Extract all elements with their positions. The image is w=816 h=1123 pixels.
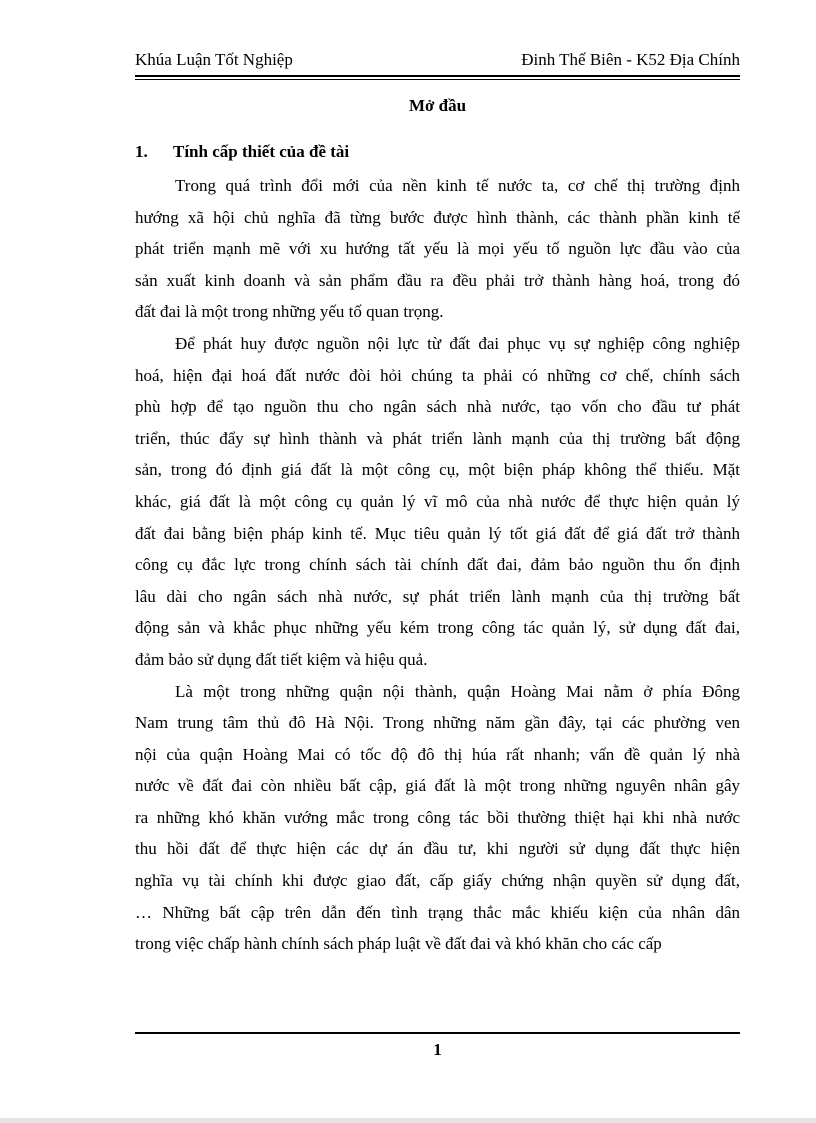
paragraph-1-line: đất đai là một trong những yếu tố quan trọng.	[135, 302, 444, 322]
paragraph-2-line: hoá, hiện đại hoá đất nước đòi hỏi chúng ta phải có những cơ chế, chính sách	[135, 365, 740, 385]
header-rule	[135, 75, 740, 77]
paragraph-1-line: phát triển mạnh mẽ với xu hướng tất yếu là mọi yếu tố nguồn lực đầu vào của	[135, 239, 740, 259]
header-author-label: Đinh Thế Biên - K52 Địa Chính	[521, 50, 740, 69]
section-number: 1.	[135, 142, 148, 161]
section-heading	[135, 142, 349, 162]
page-number: 1	[433, 1040, 442, 1059]
paragraph-3-line: nghĩa vụ tài chính khi được giao đất, cấp giấy chứng nhận quyền sử dụng đất,	[135, 871, 740, 891]
footer-rule	[135, 1032, 740, 1034]
paragraph-2-line: lâu dài cho ngân sách nhà nước, sự phát triển lành mạnh của thị trường bất	[135, 586, 740, 606]
paragraph-2-line: khác, giá đất là một công cụ quản lý vĩ mô của nhà nước để thực hiện quản lý	[135, 491, 740, 511]
paragraph-3-line: nước về đất đai còn nhiều bất cập, giá đất là một trong những nguyên nhân gây	[135, 776, 740, 796]
page-bottom-edge	[0, 1118, 816, 1123]
paragraph-3-line: trong việc chấp hành chính sách pháp luật về đất đai và khó khăn cho các cấp	[135, 934, 662, 954]
body-text	[135, 170, 740, 960]
paragraph-3-line: ra những khó khăn vướng mắc trong công tác bồi thường thiệt hại khi nhà nước	[135, 807, 740, 827]
paragraph-3-line: Là một trong những quận nội thành, quận Hoàng Mai nằm ở phía Đông	[175, 681, 740, 701]
page-header	[135, 48, 740, 72]
section-title: Tính cấp thiết của đề tài	[173, 142, 350, 161]
header-thesis-label: Khúa Luận Tốt Nghiệp	[135, 50, 293, 69]
paragraph-3-line: … Những bất cập trên dẫn đến tình trạng thắc mắc khiếu kiện của nhân dân	[135, 902, 740, 922]
page-title: Mở đầu	[408, 96, 467, 115]
paragraph-2-line: Để phát huy được nguồn nội lực từ đất đai phục vụ sự nghiệp công nghiệp	[175, 333, 740, 353]
paragraph-2-line: sản, trong đó định giá đất là một công cụ, một biện pháp không thể thiếu. Mặt	[135, 460, 740, 480]
paragraph-3-line: thu hồi đất để thực hiện các dự án đầu tư, khi người sử dụng đất thực hiện	[135, 839, 740, 859]
paragraph-1-line: Trong quá trình đổi mới của nền kinh tế nước ta, cơ chế thị trường định	[175, 176, 740, 195]
paragraph-2-line: đảm bảo sử dụng đất tiết kiệm và hiệu quả.	[135, 649, 428, 669]
paragraph-3-line: Nam trung tâm thủ đô Hà Nội. Trong những năm gần đây, tại các phường ven	[135, 713, 740, 733]
paragraph-2-line: phù hợp để tạo nguồn thu cho ngân sách nhà nước, tạo vốn cho đầu tư phát	[135, 397, 740, 417]
paragraph-3-line: nội của quận Hoàng Mai có tốc độ đô thị húa rất nhanh; vấn đề quản lý nhà	[135, 744, 740, 764]
paragraph-2-line: công cụ đắc lực trong chính sách tài chính đất đai, đảm bảo nguồn thu ổn định	[135, 555, 740, 575]
paragraph-2-line: đất đai bằng biện pháp kinh tế. Mục tiêu quản lý tốt giá đất để giá đất trở thành	[135, 523, 740, 543]
paragraph-2-line: triển, thúc đẩy sự hình thành và phát triển lành mạnh của thị trường bất động	[135, 428, 740, 448]
paragraph-2-line: động sản và khắc phục những yếu kém trong công tác quản lý, sử dụng đất đai,	[135, 618, 740, 638]
paragraph-1-line: sản xuất kinh doanh và sản phẩm đầu ra đều phải trở thành hàng hoá, trong đó	[135, 270, 740, 290]
header-rule-thin	[135, 79, 740, 80]
paragraph-1-line: hướng xã hội chủ nghĩa đã từng bước được hình thành, các thành phần kinh tế	[135, 207, 740, 227]
